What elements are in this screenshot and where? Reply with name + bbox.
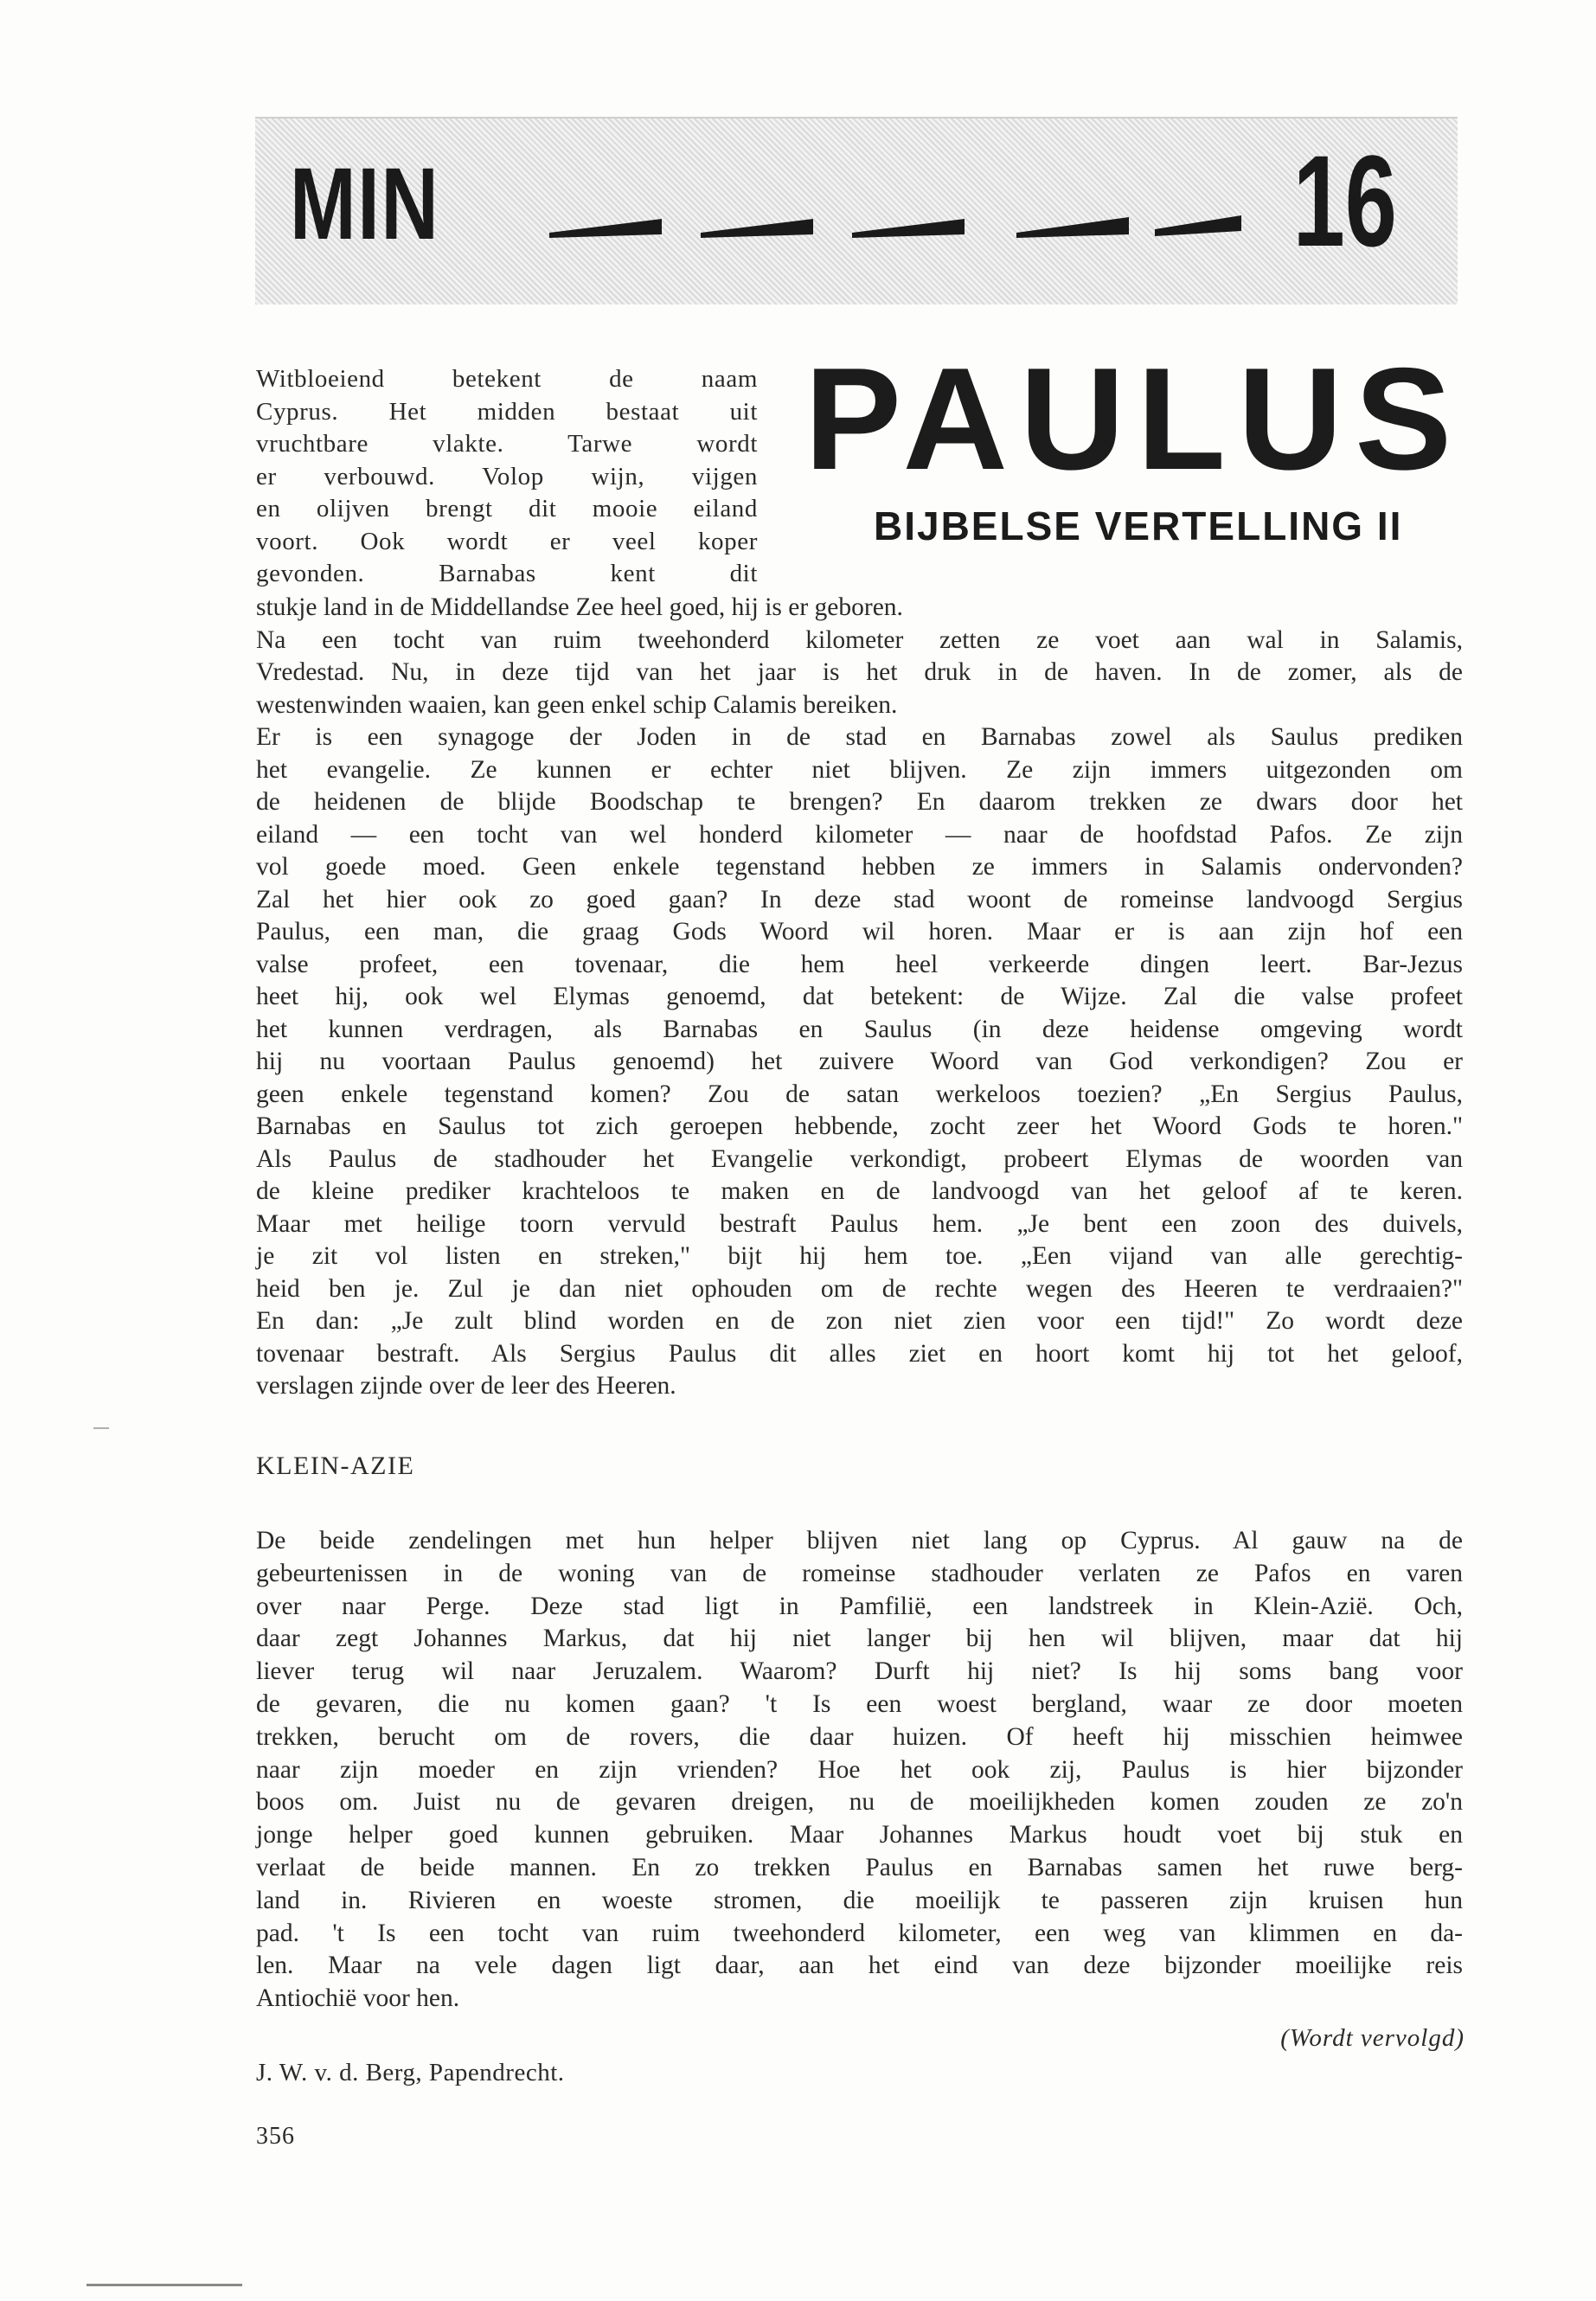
- body-line: daar zegt Johannes Markus, dat hij niet langer bij hen wil blijven, maar dat hij: [256, 1625, 1463, 1653]
- body-section-klein-azie: [256, 1525, 1463, 2016]
- body-line: Maar met heilige toorn vervuld bestraft Paulus hem. „Je bent een zoon des duivels,: [256, 1209, 1463, 1238]
- continued-note: (Wordt vervolgd): [1280, 2024, 1465, 2052]
- banner-dash-decoration: [532, 214, 1380, 240]
- body-line: de heidenen de blijde Boodschap te brengen? En daarom trekken ze dwars door het: [256, 788, 1463, 816]
- body-line: de gevaren, die nu komen gaan? 't Is een woest bergland, waar ze door moeten: [256, 1689, 1463, 1718]
- body-line: pad. 't Is een tocht van ruim tweehonderd kilometer, een weg van klimmen en da-: [256, 1919, 1463, 1947]
- body-section-cyprus: [256, 592, 1463, 1403]
- body-line: Antiochië voor hen.: [256, 1984, 460, 2013]
- article-subtitle: BIJBELSE VERTELLING II: [874, 503, 1403, 548]
- body-line: trekken, berucht om de rovers, die daar huizen. Of heeft hij misschien heimwee: [256, 1722, 1463, 1751]
- body-line: de kleine prediker krachteloos te maken en de landvoogd van het geloof af te keren.: [256, 1177, 1463, 1205]
- scan-artifact-line: [87, 2284, 242, 2286]
- body-line: land in. Rivieren en woeste stromen, die moeilijk te passeren zijn kruisen hun: [256, 1886, 1463, 1914]
- body-line: Na een tocht van ruim tweehonderd kilometer zetten ze voet aan wal in Salamis,: [256, 625, 1463, 654]
- body-line: het kunnen verdragen, als Barnabas en Saulus (in deze heidense omgeving wordt: [256, 1015, 1463, 1043]
- body-line: Barnabas en Saulus tot zich geroepen hebbende, zocht zeer het Woord Gods te horen.": [256, 1112, 1463, 1140]
- body-line: hij nu voortaan Paulus genoemd) het zuivere Woord van God verkondigen? Zou er: [256, 1048, 1463, 1075]
- body-line: stukje land in de Middellandse Zee heel goed, hij is er geboren.: [256, 593, 903, 621]
- body-line: vol goede moed. Geen enkele tegenstand hebben ze immers in Salamis ondervonden?: [256, 853, 1463, 881]
- intro-line: voort. Ook wordt er veel koper: [256, 527, 758, 555]
- body-line: het evangelie. Ze kunnen er echter niet blijven. Ze zijn immers uitgezonden om: [256, 755, 1463, 784]
- intro-line: Cyprus. Het midden bestaat uit: [256, 397, 758, 426]
- intro-line: vruchtbare vlakte. Tarwe wordt: [256, 430, 758, 458]
- intro-line: en olijven brengt dit mooie eiland: [256, 495, 758, 522]
- intro-line: er verbouwd. Volop wijn, vijgen: [256, 462, 758, 490]
- body-line: heet hij, ook wel Elymas genoemd, dat betekent: de Wijze. Zal die valse profeet: [256, 983, 1463, 1010]
- body-line: len. Maar na vele dagen ligt daar, aan het eind van deze bijzonder moeilijke reis: [256, 1952, 1463, 1980]
- body-line: Als Paulus de stadhouder het Evangelie verkondigt, probeert Elymas de woorden van: [256, 1144, 1463, 1173]
- body-line: De beide zendelingen met hun helper blijven niet lang op Cyprus. Al gauw na de: [256, 1527, 1463, 1554]
- banner-left-text: MIN: [290, 147, 440, 261]
- body-line: verslagen zijnde over de leer des Heeren.: [256, 1372, 676, 1400]
- body-line: En dan: „Je zult blind worden en de zon niet zien voor een tijd!" Zo wordt deze: [256, 1307, 1463, 1335]
- page-number: 356: [256, 2123, 295, 2150]
- intro-paragraph: [256, 363, 758, 591]
- body-line: jonge helper goed kunnen gebruiken. Maar Johannes Markus houdt voet bij stuk en: [256, 1821, 1463, 1849]
- body-line: westenwinden waaien, kan geen enkel schip Calamis bereiken.: [256, 690, 898, 719]
- article-title: PAULUS: [804, 337, 1465, 500]
- body-line: naar zijn moeder en zijn vrienden? Hoe het ook zij, Paulus is hier bijzonder: [256, 1755, 1463, 1784]
- banner-number: 16: [1292, 128, 1397, 273]
- body-line: geen enkele tegenstand komen? Zou de satan werkeloos toezien? „En Sergius Paulus,: [256, 1080, 1463, 1108]
- body-line: liever terug wil naar Jeruzalem. Waarom? Durft hij niet? Is hij soms bang voor: [256, 1657, 1463, 1686]
- section-heading: KLEIN-AZIE: [256, 1452, 415, 1480]
- body-line: valse profeet, een tovenaar, die hem heel verkeerde dingen leert. Bar-Jezus: [256, 950, 1463, 978]
- author-credit: J. W. v. d. Berg, Papendrecht.: [256, 2059, 565, 2086]
- body-line: over naar Perge. Deze stad ligt in Pamfilië, een landstreek in Klein-Azië. Och,: [256, 1592, 1463, 1620]
- body-line: heid ben je. Zul je dan niet ophouden om de rechte wegen des Heeren te verdraaien?": [256, 1274, 1463, 1303]
- body-line: tovenaar bestraft. Als Sergius Paulus dit alles ziet en hoort komt hij tot het geloof,: [256, 1339, 1463, 1368]
- intro-line: Witbloeiend betekent de naam: [256, 365, 758, 393]
- body-line: eiland — een tocht van wel honderd kilometer — naar de hoofdstad Pafos. Ze zijn: [256, 820, 1463, 849]
- body-line: je zit vol listen en streken," bijt hij hem toe. „Een vijand van alle gerechtig-: [256, 1242, 1463, 1270]
- body-line: verlaat de beide mannen. En zo trekken Paulus en Barnabas samen het ruwe berg-: [256, 1853, 1463, 1881]
- body-line: boos om. Juist nu de gevaren dreigen, nu de moeilijkheden komen zouden ze zo'n: [256, 1788, 1463, 1817]
- header-banner: [255, 117, 1458, 304]
- body-line: Zal het hier ook zo goed gaan? In deze stad woont de romeinse landvoogd Sergius: [256, 885, 1463, 913]
- scan-artifact-mark: [93, 1427, 109, 1429]
- body-line: gebeurtenissen in de woning van de romeinse stadhouder verlaten ze Pafos en varen: [256, 1559, 1463, 1587]
- intro-line: gevonden. Barnabas kent dit: [256, 560, 758, 587]
- body-line: Vredestad. Nu, in deze tijd van het jaar is het druk in de haven. In de zomer, als de: [256, 658, 1463, 686]
- body-line: Paulus, een man, die graag Gods Woord wil horen. Maar er is aan zijn hof een: [256, 918, 1463, 945]
- body-line: Er is een synagoge der Joden in de stad en Barnabas zowel als Saulus prediken: [256, 723, 1463, 751]
